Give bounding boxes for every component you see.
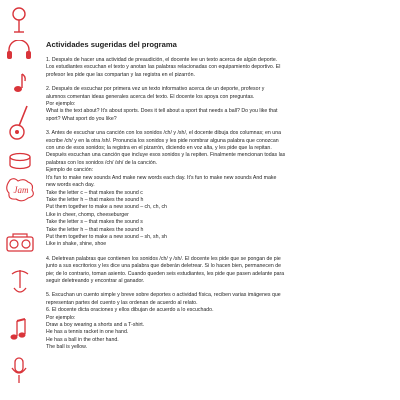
activity-block xyxy=(46,292,382,351)
text-line: Take the letter h – that makes the sound h xyxy=(46,196,144,203)
text-line: Like in cheer, chomp, cheeseburger xyxy=(46,211,129,218)
activity-block xyxy=(46,256,382,286)
text-line: Put them together to make a new sound – sh, sh, sh xyxy=(46,233,167,240)
activity-list xyxy=(46,57,382,352)
document-page xyxy=(46,40,382,396)
music-note-icon xyxy=(9,318,29,342)
text-line: Los estudiantes escuchan el texto y anotan las palabras relacionadas con equipamiento deportivo. El xyxy=(46,64,281,71)
text-line: Por ejemplo: xyxy=(46,314,76,321)
text-line: The ball is yellow. xyxy=(46,344,88,351)
text-line: Take the letter s – that makes the sound s xyxy=(46,219,143,226)
text-line: con uno de esos sonidos; la registra en el pizarrón, diciendo en voz alta, y les pide que la repitan. xyxy=(46,145,272,152)
text-line: alumnos comentan ideas generales acerca del texto. El docente los apoya con preguntas. xyxy=(46,93,255,100)
music-note-icon xyxy=(10,72,28,94)
text-line: He has a ball in the other hand. xyxy=(46,336,119,343)
text-line: Take the letter h – that makes the sound h xyxy=(46,226,144,233)
drum-icon xyxy=(7,152,33,170)
jam-label-art xyxy=(4,176,38,204)
text-line: 3. Antes de escuchar una canción con los sonidos /ch/ y /sh/, el docente dibuja dos columnas; en una xyxy=(46,130,282,137)
headphones-icon xyxy=(6,40,32,60)
microphone-icon xyxy=(10,356,28,386)
text-line: escribe /ch/ y en la otra /sh/. Pronuncia los sonidos y les pide nombrar alguna palabra que conozcan xyxy=(46,137,279,144)
text-line: sport? What sport do you like? xyxy=(46,115,117,122)
text-line: Put them together to make a new sound – ch, ch, ch xyxy=(46,204,167,211)
text-line: Draw a boy wearing a shorts and a T-shirt. xyxy=(46,322,145,328)
jam-label: Jam xyxy=(13,185,29,195)
text-line: Take the letter c – that makes the sound c xyxy=(46,189,143,196)
text-line: He has a tennis racket in one hand. xyxy=(46,329,129,336)
text-line: profesor les pide que las compartan y las registra en el pizarrón. xyxy=(46,71,195,78)
text-line: Ejemplo de canción: xyxy=(46,167,94,174)
text-line: 5. Escuchan un cuento simple y breve sobre deportes o actividad física, reciben varias imágenes que xyxy=(46,292,281,299)
text-line: representan partes del cuento y las ordenan de acuerdo al relato. xyxy=(46,299,198,306)
text-line: Después escuchan una canción que incluye esos sonidos y la repiten. Finalmente mencionan todas las xyxy=(46,152,286,159)
text-line: new words each day. xyxy=(46,182,95,189)
activity-block xyxy=(46,86,382,123)
guitar-icon xyxy=(7,104,33,144)
text-line: palabras con los sonidos /ch/ /sh/ de la canción. xyxy=(46,159,158,166)
text-line: What is the text about? It's about sports. Does it tell about a sport that needs a ball? Do you like that xyxy=(46,108,278,115)
text-line: It's fun to make new sounds And make new words each day. It's fun to make new sounds And make xyxy=(46,174,277,181)
text-line: junto a sus escritorios y les dice una palabra que deberán deletrear. Si lo hacen bien, permanecen de xyxy=(46,263,282,270)
harmonica-icon xyxy=(8,268,32,298)
microphone-icon xyxy=(8,6,30,36)
page-title: Actividades sugeridas del programa xyxy=(46,40,177,49)
text-line: seguir deletreando y encontrar al ganador. xyxy=(46,277,145,284)
text-line: Like in shake, shine, shoe xyxy=(46,241,107,248)
text-line: 4. Deletrean palabras que contienen los sonidos /ch/ y /sh/. El docente les pide que se pongan de pie xyxy=(46,255,281,262)
text-line: pie; de lo contrario, toman asiento. Cuando queden seis estudiantes, les pide que pasen adelante para xyxy=(46,270,285,277)
activity-block xyxy=(46,130,382,249)
decorative-margin xyxy=(0,0,40,400)
boombox-icon xyxy=(6,232,34,252)
text-line: 2. Después de escuchar por primera vez un texto informativo acerca de un deporte, profesor y xyxy=(46,86,265,93)
text-line: Por ejemplo: xyxy=(46,101,76,108)
text-line: 6. El docente dicta oraciones y ellos dibujan de acuerdo a lo escuchado. xyxy=(46,307,214,314)
text-line: 1. Después de hacer una actividad de preaudición, el docente lee un texto acerca de algún deporte. xyxy=(46,57,278,63)
activity-block xyxy=(46,57,382,79)
